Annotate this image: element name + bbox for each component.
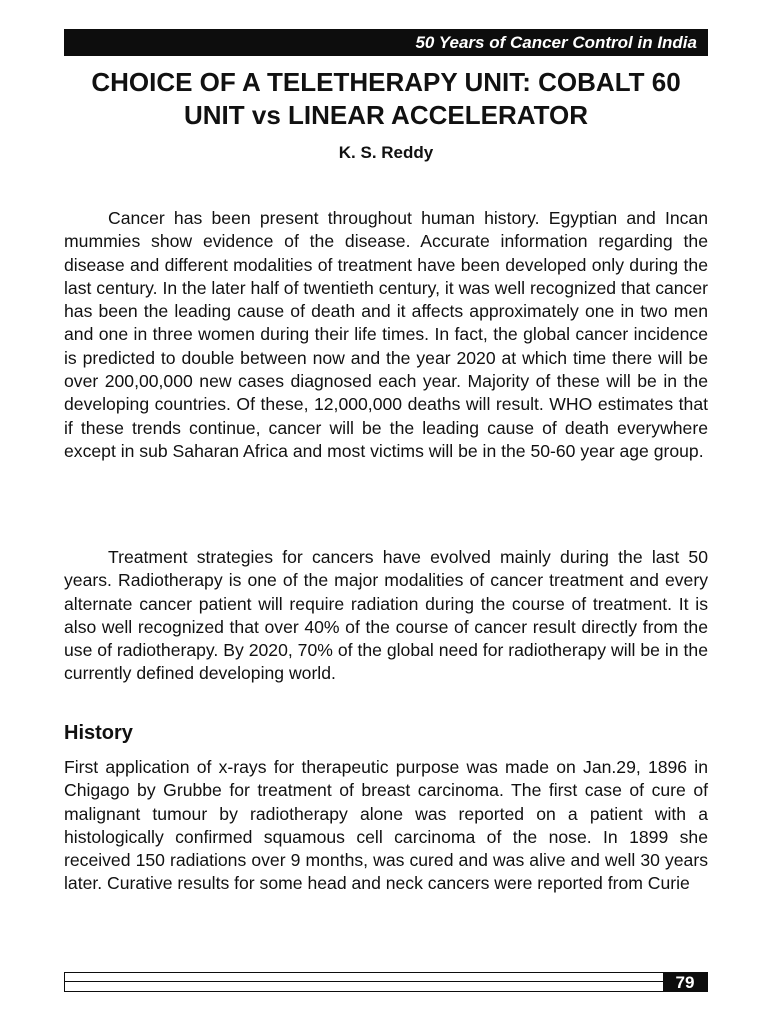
running-header-bar bbox=[64, 29, 708, 56]
article-author: K. S. Reddy bbox=[338, 143, 434, 162]
page-number: 79 bbox=[663, 973, 707, 991]
history-paragraph: First application of x-rays for therapeutic purpose was made on Jan.29, 1896 in Chigago by Grubbe for treatment of breast carcinoma. The first case of cure of malignant tumour by radiotherapy alone was reported on a patient with a histologically confirmed squamous cell carcinoma of the nose. In 1899 she received 150 radiations over 9 months, was cured and was alive and well 30 years later. Curative results for some head and neck cancers were reported from Curie bbox=[64, 757, 708, 894]
section-heading-history: History bbox=[64, 722, 133, 744]
intro-paragraph-2: Treatment strategies for cancers have evolved mainly during the last 50 years. Radiotherapy is one of the major modalities of cancer treatment and every alternate cancer patient will require radiation during the course of treatment. It is also well recognized that over 40% of the course of cancer result directly from the use of radiotherapy. By 2020, 70% of the global need for radiotherapy will be in the currently defined developing world. bbox=[64, 547, 708, 684]
page-footer-bar bbox=[64, 972, 708, 992]
footer-rule bbox=[65, 981, 663, 982]
article-title: CHOICE OF A TELETHERAPY UNIT: COBALT 60 UNIT vs LINEAR ACCELERATOR bbox=[91, 67, 681, 130]
running-header-title: 50 Years of Cancer Control in India bbox=[415, 33, 697, 52]
intro-paragraph-1: Cancer has been present throughout human history. Egyptian and Incan mummies show evidence of the disease. Accurate information regarding the disease and different modalities of treatment have been developed only during the last century. In the later half of twentieth century, it was well recognized that cancer has been the leading cause of death and it affects approximately one in two men and one in three women during their life times. In fact, the global cancer incidence is predicted to double between now and the year 2020 at which time there will be over 200,00,000 new cases diagnosed each year. Majority of these will be in the developing countries. Of these, 12,000,000 deaths will result. WHO estimates that if these trends continue, cancer will be the leading cause of death everywhere except in sub Saharan Africa and most victims will be in the 50-60 year age group. bbox=[64, 208, 708, 461]
